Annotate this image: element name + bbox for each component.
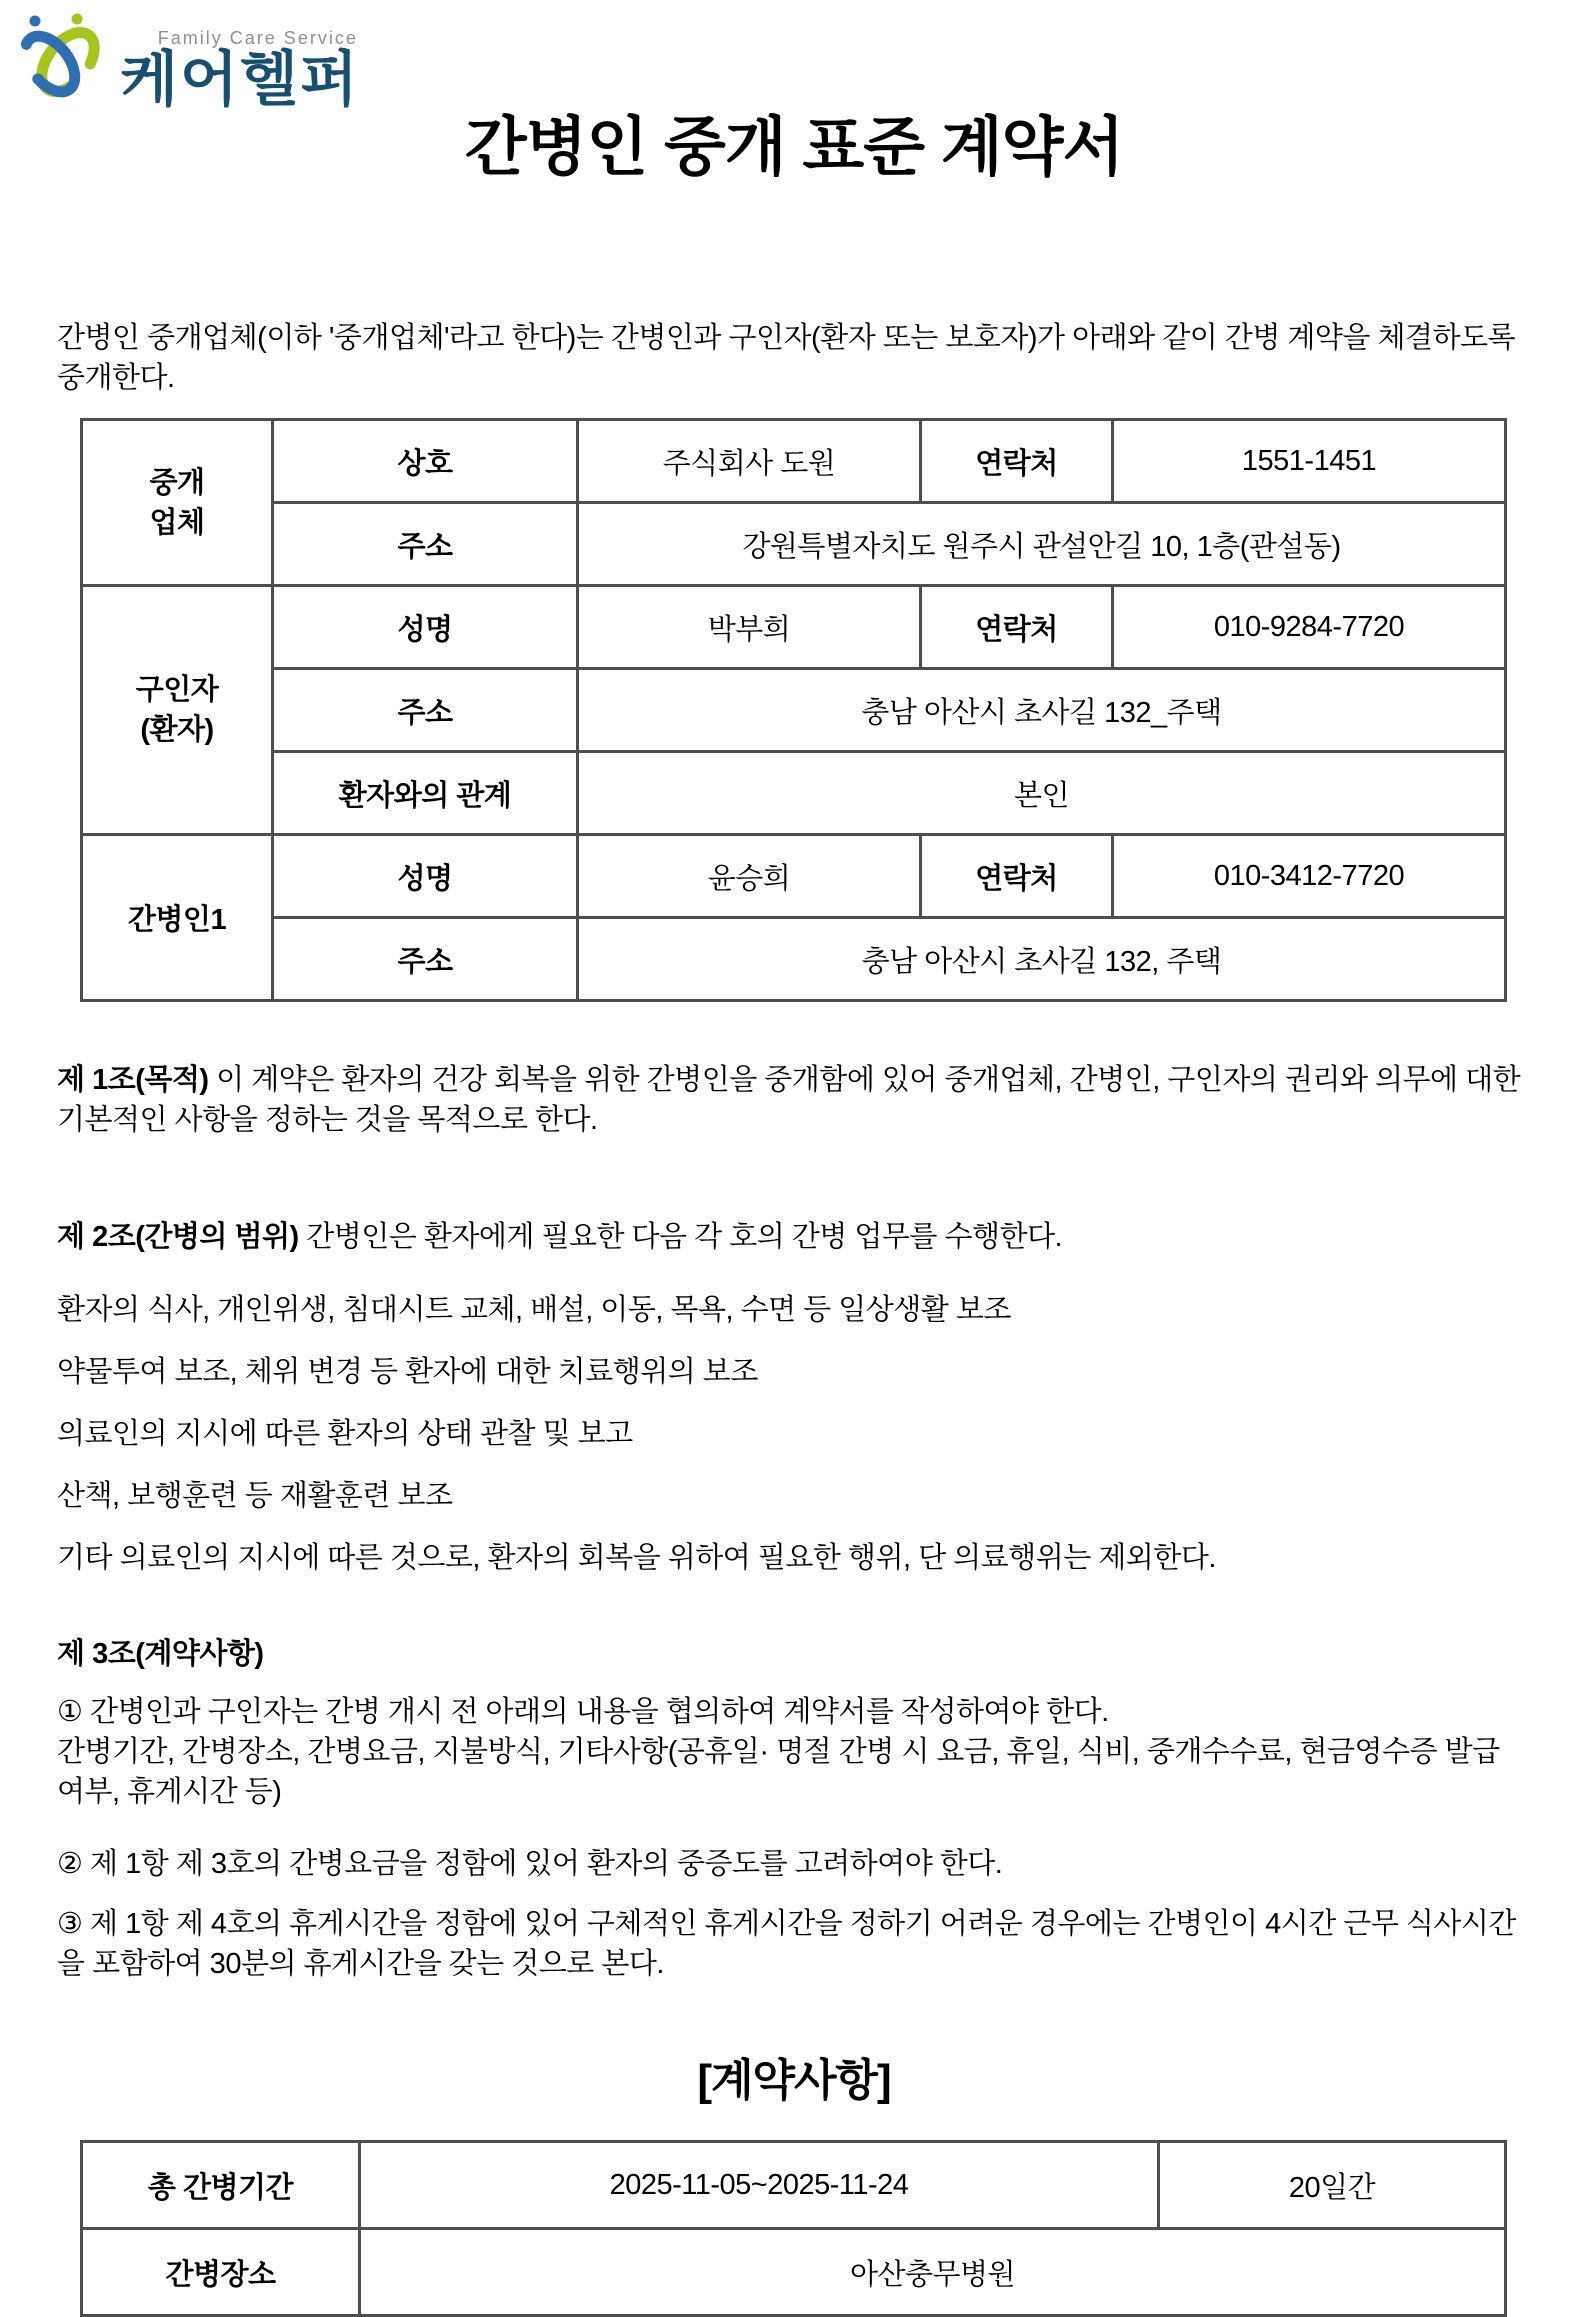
agency-label-line2: 업체 [149,506,205,539]
article-2-body: 간병인은 환자에게 필요한 다음 각 호의 간병 업무를 수행한다. [306,1221,1063,1253]
article-1 [57,1060,1531,1140]
page-title: 간병인 중개 표준 계약서 [464,111,1124,183]
patient-relation-value: 본인 [578,752,1506,835]
agency-company-value: 주식회사 도원 [578,420,921,503]
total-period-value: 2025-11-05~2025-11-24 [360,2142,1159,2229]
clause-1-line2: 간병기간, 간병장소, 간병요금, 지불방식, 기타사항(공휴일· 명절 간병 시 요금, 휴일, 식비, 중개수수료, 현금영수증 발급 여부, 휴게시간 등) [57,1736,1500,1808]
table-row [82,835,1506,918]
agency-group-label [82,420,273,586]
caregiver-contact-value: 010-3412-7720 [1113,835,1506,918]
contract-terms-table [80,2140,1507,2317]
employer-address-value: 충남 아산시 초사길 132_주택 [578,669,1506,752]
article-3-clause-2: ② 제 1항 제 3호의 간병요금을 정함에 있어 환자의 중증도를 고려하여야 한다. [57,1848,1003,1880]
care-scope-item: 기타 의료인의 지시에 따른 것으로, 환자의 회복을 위하여 필요한 행위, 단 의료행위는 제외한다. [57,1542,1216,1574]
logo-tagline: Family Care Service [157,28,358,48]
article-1-body: 이 계약은 환자의 건강 회복을 위한 간병인을 중개함에 있어 중개업체, 간병인, 구인자의 권리와 의무에 대한 기본적인 사항을 정하는 것을 목적으로 한다. [57,1064,1521,1136]
total-period-days: 20일간 [1159,2142,1506,2229]
article-2 [57,1217,1531,1257]
article-3-clause-3: ③ 제 1항 제 4호의 휴게시간을 정함에 있어 구체적인 휴게시간을 정하기 어려운 경우에는 간병인이 4시간 근무 식사시간을 포함하여 30분의 휴게시간을 갖는 것으로 본다. [57,1908,1516,1980]
table-row [82,669,1506,752]
employer-contact-value: 010-9284-7720 [1113,586,1506,669]
employer-name-label: 성명 [273,586,578,669]
care-scope-item: 약물투여 보조, 체위 변경 등 환자에 대한 치료행위의 보조 [57,1356,758,1388]
article-3-clause-1 [57,1692,1531,1812]
caregiver-name-value: 윤승희 [578,835,921,918]
caregiver-contact-label: 연락처 [921,835,1113,918]
table-row [82,918,1506,1001]
patient-relation-label: 환자와의 관계 [273,752,578,835]
agency-address-value: 강원특별자치도 원주시 관설안길 10, 1층(관설동) [578,503,1506,586]
total-period-label: 총 간병기간 [82,2142,360,2229]
employer-label-line1: 구인자 [135,674,219,706]
logo-brand: 케어헬퍼 [120,46,360,113]
document-header [57,0,1531,190]
caregiver-address-value: 충남 아산시 초사길 132, 주택 [578,918,1506,1001]
intro-paragraph: 간병인 중개업체(이하 '중개업체'라고 한다)는 간병인과 구인자(환자 또는 보호자)가 아래와 같이 간병 계약을 체결하도록 중개한다. [57,322,1516,394]
agency-contact-value: 1551-1451 [1113,420,1506,503]
care-scope-item: 환자의 식사, 개인위생, 침대시트 교체, 배설, 이동, 목욕, 수면 등 일상생활 보조 [57,1294,1011,1326]
contract-terms-heading: [계약사항] [697,2056,891,2105]
care-scope-item: 의료인의 지시에 따른 환자의 상태 관찰 및 보고 [57,1418,633,1450]
care-scope-item: 산책, 보행훈련 등 재활훈련 보조 [57,1480,453,1512]
agency-company-label: 상호 [273,420,578,503]
employer-contact-label: 연락처 [921,586,1113,669]
employer-address-label: 주소 [273,669,578,752]
care-place-value: 아산충무병원 [360,2229,1506,2316]
employer-name-value: 박부희 [578,586,921,669]
caregiver-address-label: 주소 [273,918,578,1001]
parties-table [80,418,1507,1002]
table-row [82,420,1506,503]
employer-label-line2: (환자) [140,714,214,746]
clause-1-line1: ① 간병인과 구인자는 간병 개시 전 아래의 내용을 협의하여 계약서를 작성하여야 한다. [57,1696,1109,1728]
table-row [82,2142,1506,2229]
table-row [82,503,1506,586]
article-3-heading: 제 3조(계약사항) [57,1638,264,1670]
care-place-label: 간병장소 [82,2229,360,2316]
agency-address-label: 주소 [273,503,578,586]
caregiver-name-label: 성명 [273,835,578,918]
table-row [82,2229,1506,2316]
article-2-heading: 제 2조(간병의 범위) [57,1221,299,1253]
agency-contact-label: 연락처 [921,420,1113,503]
article-1-heading: 제 1조(목적) [57,1064,209,1096]
table-row [82,586,1506,669]
employer-group-label [82,586,273,835]
table-row [82,752,1506,835]
caregiver-group-label: 간병인1 [82,835,273,1001]
agency-label-line1: 중개 [149,466,205,499]
